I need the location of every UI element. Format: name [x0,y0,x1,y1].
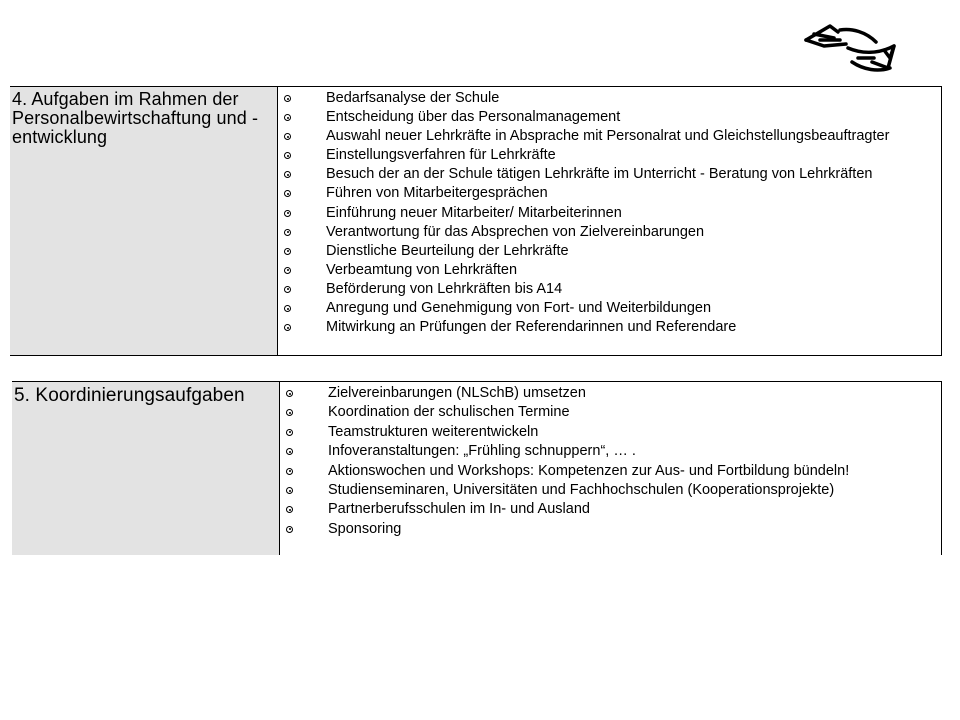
bullet-icon [284,152,291,159]
list-item: Entscheidung über das Personalmanagement [278,108,941,127]
list-item: Dienstliche Beurteilung der Lehrkräfte [278,242,941,261]
bullet-icon [284,95,291,102]
bullet-icon [284,305,291,312]
section-content [280,382,941,555]
list-item: Koordination der schulischen Termine [280,403,941,422]
list-item: Bedarfsanalyse der Schule [278,89,941,108]
list-item: Auswahl neuer Lehrkräfte in Absprache mit Personalrat und Gleichstellungsbeauftragter [278,127,941,146]
bullet-icon [286,506,293,513]
bullet-icon [284,190,291,197]
section-personal [10,86,942,356]
bullet-icon [284,171,291,178]
bullet-icon [284,133,291,140]
bullet-icon [286,448,293,455]
list-item: Verbeamtung von Lehrkräften [278,261,941,280]
list-item: Einführung neuer Mitarbeiter/ Mitarbeiterinnen [278,204,941,223]
bullet-list [280,384,941,539]
bullet-icon [284,229,291,236]
bullet-icon [284,286,291,293]
list-item: Aktionswochen und Workshops: Kompetenzen zur Aus- und Fortbildung bündeln! [280,462,941,481]
bullet-icon [286,429,293,436]
section-content [278,87,941,355]
list-item: Verantwortung für das Absprechen von Zielvereinbarungen [278,223,941,242]
bullet-icon [284,248,291,255]
bullet-icon [284,267,291,274]
bullet-icon [284,210,291,217]
bullet-list [278,89,941,337]
list-item: Einstellungsverfahren für Lehrkräfte [278,146,941,165]
list-item: Studienseminaren, Universitäten und Fachhochschulen (Kooperationsprojekte) [280,481,941,500]
list-item: Sponsoring [280,520,941,539]
list-item: Besuch der an der Schule tätigen Lehrkräfte im Unterricht - Beratung von Lehrkräften [278,165,941,184]
fish-logo-icon [800,18,900,80]
section-koordinierung [12,381,942,555]
bullet-icon [284,324,291,331]
bullet-icon [286,468,293,475]
list-item: Partnerberufsschulen im In- und Ausland [280,500,941,519]
bullet-icon [286,487,293,494]
list-item: Infoveranstaltungen: „Frühling schnuppern“, … . [280,442,941,461]
list-item: Zielvereinbarungen (NLSchB) umsetzen [280,384,941,403]
section-heading: 5. Koordinierungsaufgaben [12,382,280,555]
bullet-icon [286,526,293,533]
list-item: Teamstrukturen weiterentwickeln [280,423,941,442]
section-heading: 4. Aufgaben im Rahmen der Personalbewirtschaftung und -entwicklung [10,87,278,355]
list-item: Beförderung von Lehrkräften bis A14 [278,280,941,299]
bullet-icon [286,409,293,416]
list-item: Führen von Mitarbeitergesprächen [278,184,941,203]
bullet-icon [284,114,291,121]
list-item: Mitwirkung an Prüfungen der Referendarinnen und Referendare [278,318,941,337]
list-item: Anregung und Genehmigung von Fort- und Weiterbildungen [278,299,941,318]
bullet-icon [286,390,293,397]
